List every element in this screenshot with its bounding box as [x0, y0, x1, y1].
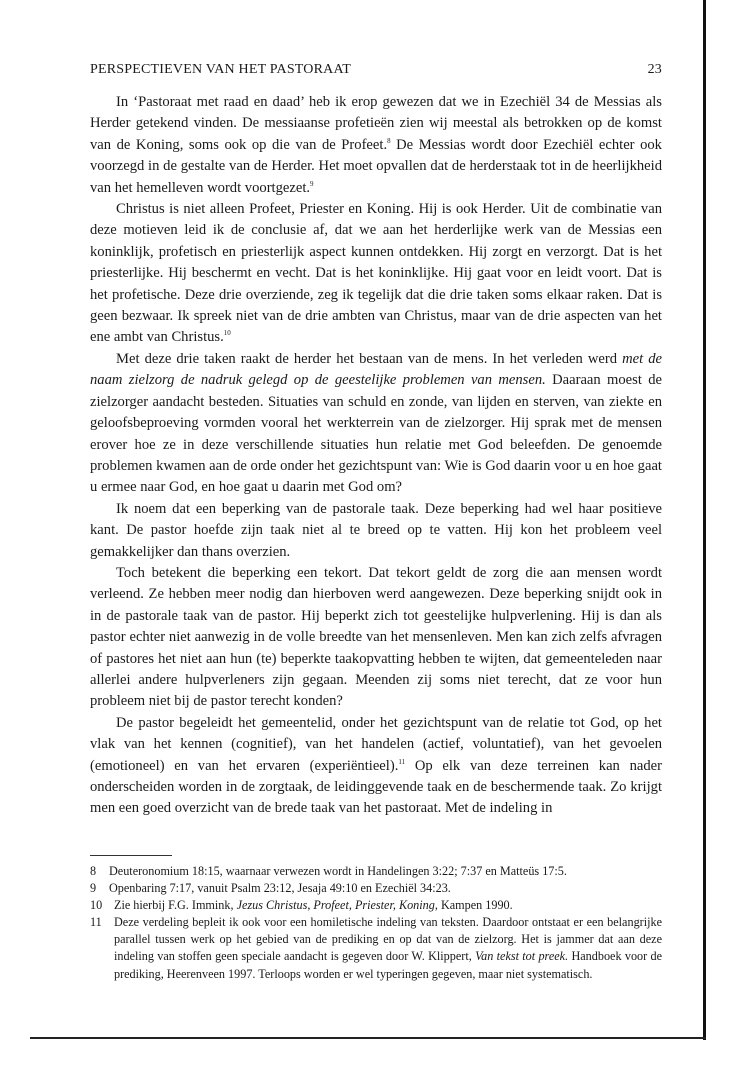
scan-page-edge — [703, 0, 706, 1040]
paragraph-3-italic: met de naam zielzorg de nadruk gelegd op de geestelijke problemen van mensen. — [90, 350, 662, 389]
paragraph-2 — [90, 199, 662, 349]
footnote-ref-10: 10 — [223, 329, 231, 338]
paragraph-1-text-b: De Messias wordt door Ezechiël echter ook voorzegd in de gestalte van de Herder. Het moet opvallen dat de herderstaak tot in de heerlijkheid van het hemelleven wordt voortgezet. — [90, 136, 662, 196]
footnote-10-italic: Jezus Christus, Profeet, Priester, Koning — [236, 898, 435, 913]
running-header — [90, 62, 662, 78]
paragraph-3-text-b: Daaraan moest de zielzorger aandacht besteden. Situaties van schuld en zonde, van lijden en sterven, van ziekte en geloofsbeproeving vormden vooral het werkterrein van de zielzorger. Hij sprak met de mensen erover hoe ze in deze verschillende situaties hun relatie met God beleefden. De genoemde problemen kwamen aan de orde onder het gezichtspunt van: Wie is God daarin voor u en hoe gaat u ermee naar God, en hoe gaat u daarin met God om? — [90, 372, 663, 496]
paragraph-6 — [90, 713, 662, 820]
body-text — [90, 92, 662, 820]
footnote-10 — [90, 897, 662, 914]
footnote-11-italic: Van tekst tot preek. — [475, 949, 569, 964]
footnote-number: 9 — [90, 881, 97, 896]
footnote-ref-9: 9 — [310, 179, 314, 188]
paragraph-6-text-a: De pastor begeleidt het gemeentelid, onder het gezichtspunt van de relatie tot God, op het vlak van het kennen (cognitief), van het handelen (actief, voluntatief), van het gevoelen (emotioneel) en van het ervaren (experiëntieel). — [90, 714, 662, 774]
footnote-10-text-b: , Kampen 1990. — [434, 898, 513, 913]
paragraph-3-text-a: Met deze drie taken raakt de herder het bestaan van de mens. In het verleden werd — [116, 350, 623, 367]
paragraph-6-text-b: Op elk van deze terreinen kan nader onderscheiden worden in de zorgtaak, de leidinggevende taak en de beschermende taak. Zo krijgt men een goed overzicht van de brede taak van het pastoraat. Met de indeling in — [90, 757, 662, 817]
footnotes — [90, 863, 662, 983]
paragraph-4: Ik noem dat een beperking van de pastorale taak. Deze beperking had wel haar positieve kant. De pastor hoefde zijn taak niet al te breed op te vatten. Hij kon het probleem veel gemakkelijker dan thans overzien. — [90, 500, 662, 560]
footnote-8 — [90, 863, 662, 880]
footnote-11-text-b: Handboek voor de prediking, Heerenveen 1997. Terloops worden er wel typeringen gegeven, maar niet systematisch. — [114, 949, 662, 981]
scan-bottom-edge — [30, 1037, 706, 1039]
paragraph-1 — [90, 92, 662, 199]
footnote-ref-11: 11 — [398, 757, 406, 766]
footnote-9 — [90, 880, 662, 897]
footnote-text: Openbaring 7:17, vanuit Psalm 23:12, Jesaja 49:10 en Ezechiël 34:23. — [109, 881, 451, 896]
footnote-number: 10 — [90, 898, 103, 913]
footnote-text: Deuteronomium 18:15, waarnaar verwezen wordt in Handelingen 3:22; 7:37 en Matteüs 17:5. — [109, 864, 567, 878]
paragraph-3 — [90, 349, 662, 499]
footnote-text — [114, 897, 662, 914]
footnote-number: 11 — [90, 915, 102, 930]
paragraph-1-text-a: In ‘Pastoraat met raad en daad’ heb ik erop gewezen dat we in Ezechiël 34 de Messias als Herder getekend vinden. De messiaanse profetieën zien wij meestal als betrokken op de komst van de Koning, soms ook op die van de Profeet. — [90, 94, 662, 153]
footnote-number: 8 — [90, 864, 97, 878]
running-title: PERSPECTIEVEN VAN HET PASTORAAT — [90, 62, 351, 77]
footnote-ref-8: 8 — [387, 136, 391, 145]
page-number: 23 — [647, 62, 662, 77]
footnote-text — [114, 914, 662, 982]
paragraph-5: Toch betekent die beperking een tekort. Dat tekort geldt de zorg die aan mensen wordt verleend. Ze hebben meer nodig dan hierboven werd aangewezen. Deze beperking snijdt ook in in de pastorale taak van de pastor. Hij beperkt zich tot geestelijke hulpverlening. Hij is dan als pastor echter niet aanwezig in de volle breedte van het mensenleven. Men kan zich zelfs afvragen of pastores het niet aan hun (te) beperkte taakopvatting hebben te wijten, dat gemeenteleden naar allerlei andere hulpverleners zijn gegaan. Meenden zij soms niet terecht, dat ze voor hun probleem niet bij de pastor terecht konden? — [90, 564, 662, 710]
footnote-10-text-a: Zie hierbij F.G. Immink, — [114, 898, 237, 913]
footnote-divider — [90, 855, 172, 856]
footnote-11 — [90, 914, 662, 982]
footnote-11-text-a: Deze verdeling bepleit ik ook voor een homiletische indeling van teksten. Daardoor ontstaat er een belangrijke parallel tussen werk op het gebied van de prediking en op dat van de zielzorg. Het is jammer dat aan deze indeling van stoffen geen speciale aandacht is gegeven door W. Klippert, — [114, 915, 662, 964]
paragraph-2-text: Christus is niet alleen Profeet, Priester en Koning. Hij is ook Herder. Uit de combinatie van deze motieven leid ik de conclusie af, dat we aan het herderlijke werk van de Messias een koninklijk, profetisch en priesterlijk aspect kunnen ontdekken. Hij zorgt en verzorgt. Dat is het priesterlijke. Hij beschermt en vecht. Dat is het koninklijke. Hij gaat voor en leidt voort. Dat is het profetische. Deze drie overziende, zeg ik tegelijk dat die drie taken soms elkaar raken. Dat is geen bezwaar. Ik spreek niet van de drie ambten van Christus, maar van de drie aspecten van het ene ambt van Christus. — [90, 201, 662, 346]
